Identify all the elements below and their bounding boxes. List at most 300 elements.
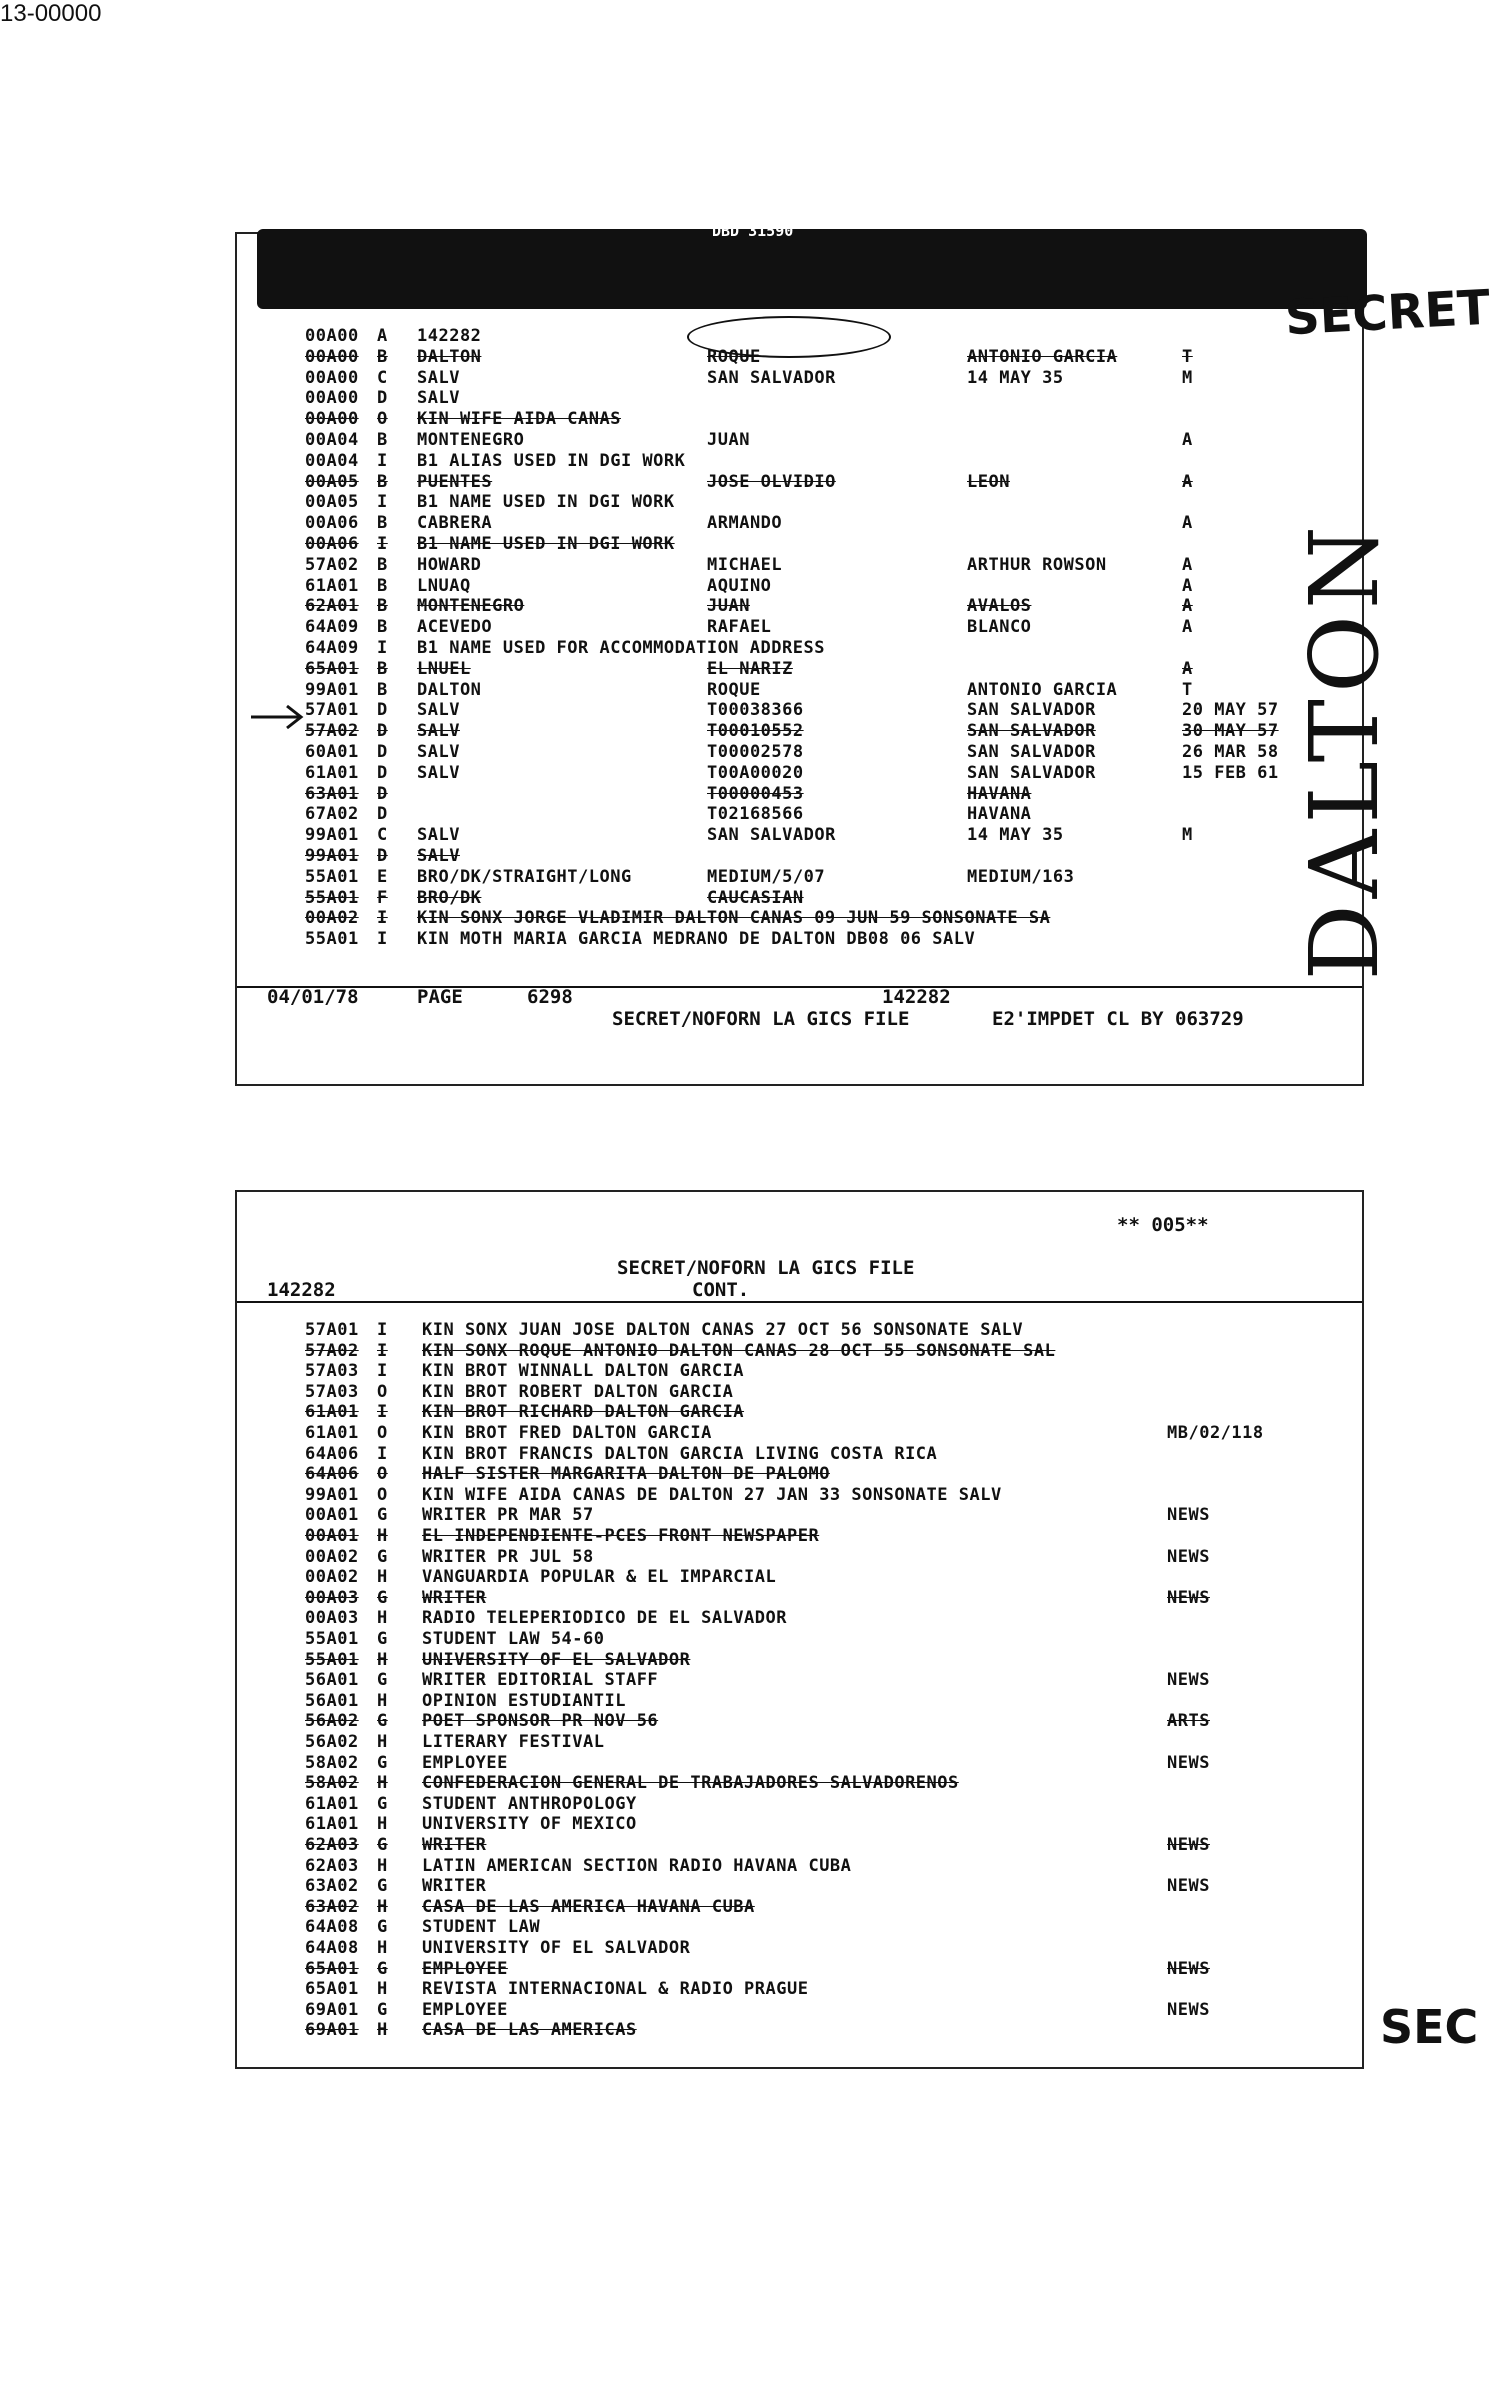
row-text: EMPLOYEE [422,1752,508,1773]
record-row [237,1526,1362,1546]
row-field-1: BRO/DK/STRAIGHT/LONG [417,866,632,887]
record-row [237,388,1362,408]
record-row [237,1423,1362,1443]
row-field-3: HAVANA [967,804,1032,825]
header-partial: DBD 31590 [712,222,794,240]
row-field-2: T02168566 [707,804,804,825]
row-field-4: 15 FEB 61 [1182,762,1279,783]
record-row [237,929,1362,949]
row-text: CASA DE LAS AMERICA HAVANA CUBA [422,1896,755,1917]
row-text: KIN SONX JUAN JOSE DALTON CANAS 27 OCT 56 SONSONATE SALV [422,1320,1024,1340]
header-ref: 142282 [267,1279,336,1301]
row-code: 00A05 [305,471,359,492]
row-type: D [377,783,388,804]
row-text: KIN SONX ROQUE ANTONIO DALTON CANAS 28 OCT 55 SONSONATE SAL [422,1340,1056,1361]
record-row [237,1505,1362,1525]
row-code: 62A03 [305,1855,359,1876]
row-field-4: A [1182,575,1193,596]
row-type: H [377,1773,388,1794]
row-text: WRITER PR JUL 58 [422,1546,594,1567]
row-field-4: A [1182,596,1193,617]
row-text: UNIVERSITY OF EL SALVADOR [422,1649,691,1670]
row-code: 55A01 [305,1649,359,1670]
row-field-4: T [1182,679,1193,700]
row-text: KIN WIFE AIDA CANAS DE DALTON 27 JAN 33 SONSONATE SALV [422,1484,1002,1505]
row-field-1: CABRERA [417,513,493,534]
page-tag: ** 005** [1117,1214,1209,1236]
row-field-1: SALV [417,846,460,866]
row-code: 64A09 [305,617,359,638]
row-type: A [377,326,388,346]
record-row [237,804,1362,824]
row-code: 61A01 [305,762,359,783]
record-row [237,1794,1362,1814]
row-code: 99A01 [305,846,359,866]
row-code: 61A01 [305,1402,359,1423]
record-row [237,1959,1362,1979]
row-type: E [377,866,388,887]
record-row [237,534,1362,554]
row-category: NEWS [1167,1999,1210,2020]
row-field-4: M [1182,367,1193,388]
row-code: 62A03 [305,1835,359,1855]
row-code: 57A02 [305,554,359,575]
row-type: B [377,596,388,617]
record-row [237,430,1362,450]
row-field-3: SAN SALVADOR [967,762,1096,783]
row-type: I [377,534,388,554]
row-code: 64A08 [305,1917,359,1938]
row-type: O [377,1381,388,1402]
row-field-4: A [1182,554,1193,575]
row-text: WRITER [422,1587,487,1608]
footer-ref: 142282 [882,986,951,1008]
row-code: 57A03 [305,1381,359,1402]
record-row [237,1629,1362,1649]
row-category: ARTS [1167,1711,1210,1732]
handwritten-margin-note: DALTON [1290,520,1400,981]
row-field-2: ARMANDO [707,513,783,534]
row-category: NEWS [1167,1876,1210,1897]
row-type: H [377,1526,388,1546]
record-row [237,1464,1362,1484]
record-row [237,492,1362,512]
record-row [237,1547,1362,1567]
row-code: 99A01 [305,1484,359,1505]
row-type: G [377,1958,388,1979]
row-code: 57A03 [305,1361,359,1382]
row-text: RADIO TELEPERIODICO DE EL SALVADOR [422,1608,787,1629]
row-code: 00A03 [305,1608,359,1629]
row-type: I [377,638,388,658]
record-row [237,1876,1362,1896]
row-type: G [377,1670,388,1691]
header-rule [237,1301,1362,1303]
row-type: H [377,1938,388,1958]
row-field-2: AQUINO [707,575,772,596]
row-code: 65A01 [305,1979,359,2000]
row-type: G [377,1587,388,1608]
row-code: 63A01 [305,783,359,804]
record-page-2 [235,1190,1364,2069]
row-code: 00A01 [305,1526,359,1546]
row-field-2: MICHAEL [707,554,783,575]
record-row [237,1341,1362,1361]
footer-secret: SECRET/NOFORN LA GICS FILE [612,1008,910,1030]
row-field-4: 26 MAR 58 [1182,742,1279,762]
row-field-1: KIN MOTH MARIA GARCIA MEDRANO DE DALTON DB08 06 SALV [417,929,976,950]
row-type: D [377,742,388,762]
row-type: B [377,575,388,596]
record-row [237,1588,1362,1608]
row-type: G [377,1505,388,1526]
row-code: 00A00 [305,346,359,367]
row-type: D [377,762,388,783]
row-field-1: LNUEL [417,658,471,679]
row-type: D [377,721,388,742]
row-category: NEWS [1167,1835,1210,1855]
row-field-2: CAUCASIAN [707,887,804,908]
record-row [237,1938,1362,1958]
row-code: 56A01 [305,1690,359,1711]
row-field-1: LNUAQ [417,575,471,596]
row-type: I [377,929,388,950]
row-code: 62A01 [305,596,359,617]
row-code: 00A01 [305,1505,359,1526]
row-code: 00A00 [305,326,359,346]
row-field-4: M [1182,825,1193,846]
record-row [237,888,1362,908]
row-text: CASA DE LAS AMERICAS [422,2020,637,2041]
row-type: I [377,908,388,929]
row-type: H [377,1979,388,2000]
secret-stamp-bottom: SEC [1380,2000,1479,2054]
row-code: 55A01 [305,1629,359,1649]
record-row [237,638,1362,658]
row-type: D [377,388,388,409]
row-field-1: B1 ALIAS USED IN DGI WORK [417,450,686,471]
row-code: 00A04 [305,430,359,450]
row-field-4: T [1182,346,1193,367]
row-code: 99A01 [305,825,359,846]
row-field-1: ACEVEDO [417,617,493,638]
row-code: 55A01 [305,887,359,908]
row-type: G [377,1711,388,1732]
row-code: 57A02 [305,721,359,742]
footer-date: 04/01/78 [267,986,359,1008]
file-number-circle [687,316,891,358]
record-row [237,825,1362,845]
row-code: 99A01 [305,679,359,700]
row-field-3: ANTONIO GARCIA [967,679,1118,700]
row-code: 55A01 [305,929,359,950]
row-field-4: A [1182,617,1193,638]
row-category: NEWS [1167,1958,1210,1979]
row-field-1: BRO/DK [417,887,482,908]
row-code: 57A01 [305,700,359,721]
row-code: 58A02 [305,1752,359,1773]
row-field-4: A [1182,430,1193,450]
row-field-2: ROQUE [707,346,761,367]
row-code: 00A00 [305,409,359,430]
row-type: O [377,1484,388,1505]
row-type: I [377,1361,388,1382]
record-page-1 [235,222,1364,1086]
row-type: B [377,554,388,575]
row-code: 00A06 [305,513,359,534]
row-field-1: SALV [417,742,460,762]
document-id: 13-00000 [0,0,102,27]
row-field-3: BLANCO [967,617,1032,638]
row-type: H [377,1732,388,1752]
record-row [237,1732,1362,1752]
row-type: H [377,1690,388,1711]
record-row [237,908,1362,928]
row-code: 60A01 [305,742,359,762]
row-type: B [377,346,388,367]
row-type: H [377,1567,388,1588]
row-code: 63A02 [305,1876,359,1897]
row-text: OPINION ESTUDIANTIL [422,1690,626,1711]
row-type: I [377,450,388,471]
row-field-1: SALV [417,825,460,846]
record-row [237,2020,1362,2040]
row-field-3: 14 MAY 35 [967,367,1064,388]
row-category: MB/02/118 [1167,1423,1264,1443]
row-field-3: ARTHUR ROWSON [967,554,1107,575]
record-row [237,846,1362,866]
row-code: 63A02 [305,1896,359,1917]
row-field-2: EL NARIZ [707,658,793,679]
record-row [237,1753,1362,1773]
row-type: C [377,825,388,846]
row-field-2: JOSE OLVIDIO [707,471,836,492]
row-field-3: SAN SALVADOR [967,700,1096,721]
row-field-4: A [1182,513,1193,534]
row-type: O [377,1423,388,1443]
row-code: 00A02 [305,908,359,929]
row-type: G [377,1629,388,1649]
row-text: POET SPONSOR PR NOV 56 [422,1711,659,1732]
row-field-1: B1 NAME USED IN DGI WORK [417,492,675,513]
arrow-mark-icon [249,702,309,732]
row-text: UNIVERSITY OF MEXICO [422,1814,637,1835]
row-category: NEWS [1167,1546,1210,1567]
row-field-1: KIN WIFE AIDA CANAS [417,409,621,430]
row-field-2: T00038366 [707,700,804,721]
row-field-1: SALV [417,721,460,742]
row-code: 61A01 [305,575,359,596]
record-row [237,2000,1362,2020]
row-field-1: B1 NAME USED IN DGI WORK [417,534,675,554]
row-field-3: MEDIUM/163 [967,866,1075,887]
row-field-1: DALTON [417,679,482,700]
row-type: G [377,1999,388,2020]
row-code: 00A04 [305,450,359,471]
row-field-1: SALV [417,700,460,721]
row-type: H [377,1814,388,1835]
row-text: WRITER [422,1876,487,1897]
footer-class: E2'IMPDET CL BY 063729 [992,1008,1244,1030]
row-field-1: SALV [417,367,460,388]
row-category: NEWS [1167,1505,1210,1526]
row-type: D [377,700,388,721]
row-type: O [377,409,388,430]
row-type: B [377,658,388,679]
row-field-3: AVALOS [967,596,1032,617]
row-type: H [377,1608,388,1629]
row-code: 56A02 [305,1732,359,1752]
row-code: 00A00 [305,388,359,409]
row-field-1: SALV [417,762,460,783]
row-field-4: A [1182,658,1193,679]
row-text: EMPLOYEE [422,1999,508,2020]
row-text: KIN BROT RICHARD DALTON GARCIA [422,1402,745,1423]
row-text: LITERARY FESTIVAL [422,1732,605,1752]
row-code: 00A02 [305,1546,359,1567]
row-field-1: HOWARD [417,554,482,575]
record-row [237,1835,1362,1855]
row-field-1: KIN SONX JORGE VLADIMIR DALTON CANAS 09 JUN 59 SONSONATE SA [417,908,1051,929]
row-type: H [377,1855,388,1876]
row-code: 61A01 [305,1423,359,1443]
row-text: REVISTA INTERNACIONAL & RADIO PRAGUE [422,1979,809,2000]
record-row [237,1917,1362,1937]
record-row [237,700,1362,720]
row-code: 00A00 [305,367,359,388]
row-field-1: B1 NAME USED FOR ACCOMMODATION ADDRESS [417,638,825,658]
record-row [237,1650,1362,1670]
record-row [237,1711,1362,1731]
record-row [237,1485,1362,1505]
row-type: G [377,1917,388,1938]
record-row [237,1897,1362,1917]
row-text: CONFEDERACION GENERAL DE TRABAJADORES SALVADORENOS [422,1773,959,1794]
row-field-2: T00002578 [707,742,804,762]
row-type: I [377,1340,388,1361]
record-row [237,1382,1362,1402]
record-row [237,784,1362,804]
row-type: O [377,1464,388,1485]
record-row [237,1670,1362,1690]
record-row [237,451,1362,471]
row-code: 00A03 [305,1587,359,1608]
row-code: 57A02 [305,1340,359,1361]
record-row [237,1608,1362,1628]
record-row [237,680,1362,700]
row-field-4: 20 MAY 57 [1182,700,1279,721]
row-field-3: LEON [967,471,1010,492]
record-row [237,742,1362,762]
row-field-2: SAN SALVADOR [707,825,836,846]
row-category: NEWS [1167,1670,1210,1691]
row-type: H [377,2020,388,2041]
row-category: NEWS [1167,1587,1210,1608]
row-text: KIN BROT WINNALL DALTON GARCIA [422,1361,745,1382]
row-text: UNIVERSITY OF EL SALVADOR [422,1938,691,1958]
row-type: G [377,1835,388,1855]
row-type: F [377,887,388,908]
record-row [237,1361,1362,1381]
record-row [237,409,1362,429]
row-field-1: MONTENEGRO [417,430,525,450]
redaction-bar [257,229,1367,309]
record-row [237,1320,1362,1340]
row-code: 55A01 [305,866,359,887]
row-field-3: SAN SALVADOR [967,721,1096,742]
row-field-2: T00A00020 [707,762,804,783]
row-text: HALF SISTER MARGARITA DALTON DE PALOMO [422,1464,830,1485]
row-type: B [377,513,388,534]
row-code: 64A08 [305,1938,359,1958]
row-field-4: A [1182,471,1193,492]
row-field-4: 30 MAY 57 [1182,721,1279,742]
record-row [237,1814,1362,1834]
row-field-3: HAVANA [967,783,1032,804]
row-field-2: JUAN [707,596,750,617]
record-row [237,1402,1362,1422]
record-row [237,555,1362,575]
row-type: G [377,1752,388,1773]
record-row [237,368,1362,388]
row-text: EL INDEPENDIENTE-PCES FRONT NEWSPAPER [422,1526,820,1546]
footer-rule [237,986,1362,988]
row-field-2: T00000453 [707,783,804,804]
footer-page-num: 6298 [527,986,573,1008]
row-type: H [377,1649,388,1670]
row-text: VANGUARDIA POPULAR & EL IMPARCIAL [422,1567,777,1588]
record-row [237,721,1362,741]
record-row [237,576,1362,596]
record-row [237,1856,1362,1876]
row-code: 00A02 [305,1567,359,1588]
row-type: G [377,1793,388,1814]
row-text: WRITER PR MAR 57 [422,1505,594,1526]
row-text: STUDENT LAW [422,1917,541,1938]
record-row [237,472,1362,492]
row-type: I [377,1402,388,1423]
row-type: C [377,367,388,388]
row-text: STUDENT LAW 54-60 [422,1629,605,1649]
row-field-2: ROQUE [707,679,761,700]
row-code: 67A02 [305,804,359,825]
row-code: 57A01 [305,1320,359,1340]
row-field-1: SALV [417,388,460,409]
row-field-2: MEDIUM/5/07 [707,866,826,887]
record-row [237,1567,1362,1587]
row-code: 69A01 [305,1999,359,2020]
record-row [237,596,1362,616]
row-field-1: PUENTES [417,471,493,492]
row-type: D [377,804,388,825]
record-row [237,763,1362,783]
row-type: B [377,679,388,700]
row-field-1: DALTON [417,346,482,367]
row-type: B [377,471,388,492]
row-type: I [377,1320,388,1340]
record-row [237,617,1362,637]
row-type: H [377,1896,388,1917]
row-code: 64A06 [305,1443,359,1464]
record-row [237,1773,1362,1793]
header-cont: CONT. [692,1279,750,1301]
footer-page-label: PAGE [417,986,463,1008]
row-code: 64A06 [305,1464,359,1485]
row-field-3: ANTONIO GARCIA [967,346,1118,367]
header-secret: SECRET/NOFORN LA GICS FILE [617,1257,915,1279]
row-text: KIN BROT FRED DALTON GARCIA [422,1423,712,1443]
row-text: KIN BROT FRANCIS DALTON GARCIA LIVING COSTA RICA [422,1443,938,1464]
